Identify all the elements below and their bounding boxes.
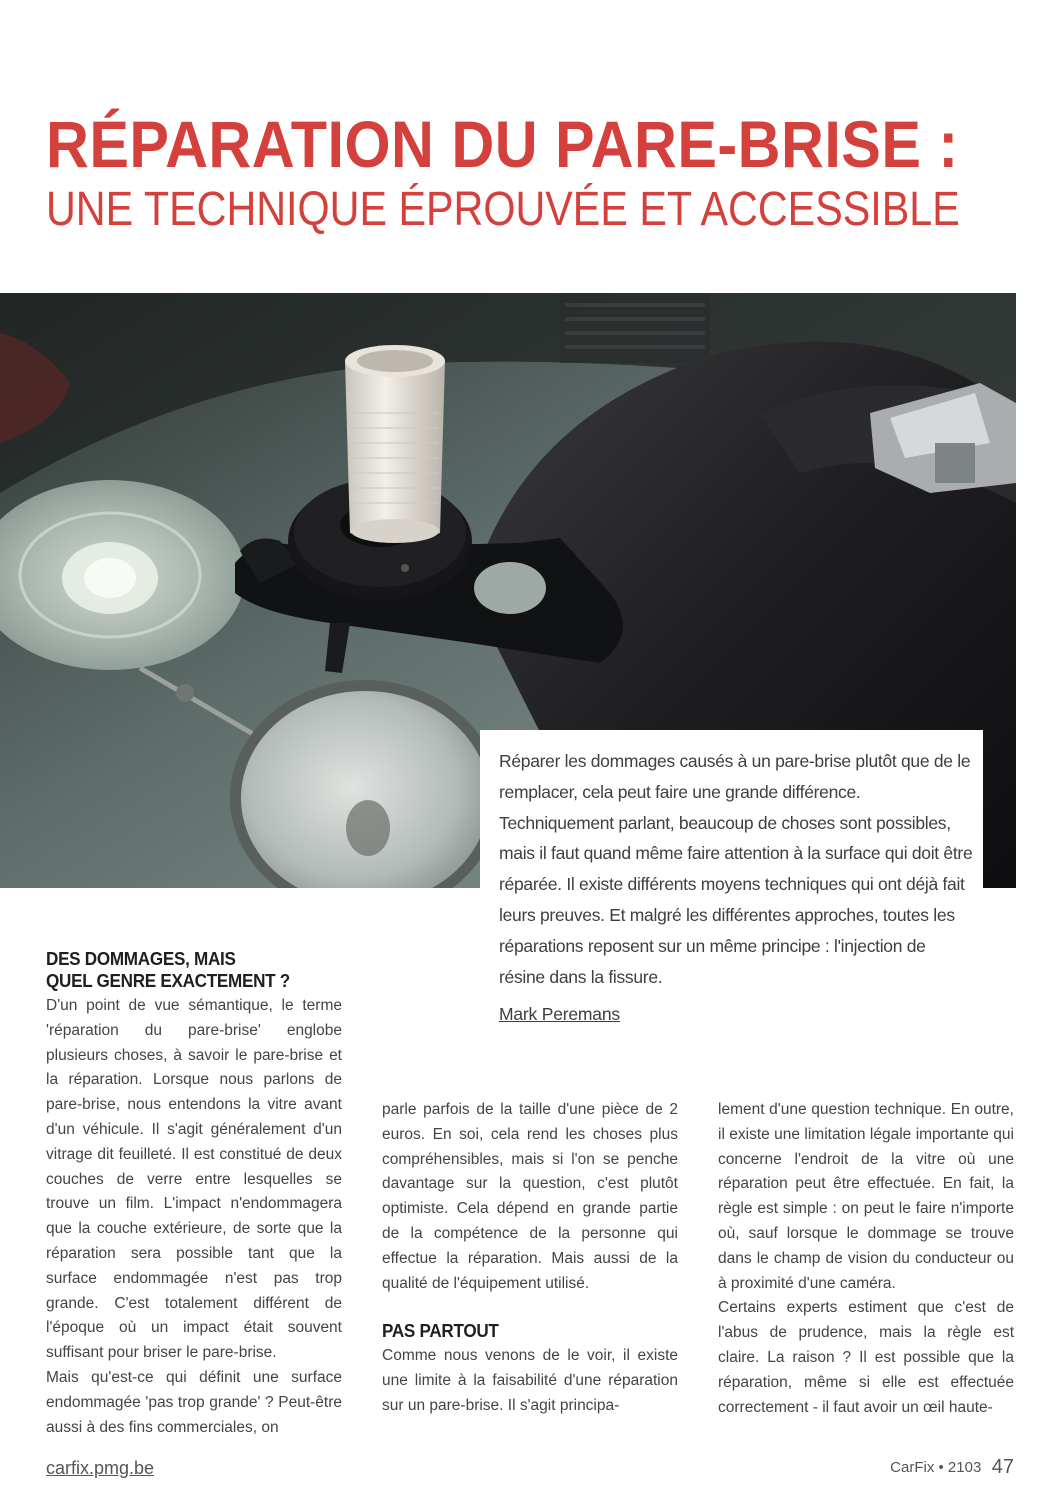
column-3 — [718, 1098, 1014, 1420]
page-number: 47 — [991, 1456, 1014, 1478]
heading-line-2: QUEL GENRE EXACTEMENT ? — [46, 971, 290, 991]
paragraph: D'un point de vue sémantique, le terme 'réparation du pare-brise' englobe plusieurs choses, à savoir le pare-brise et la réparation. Lorsque nous parlons de pare-brise, nous entendons la vitre avant d'un véhicule. Il s'agit généralement d'un vitrage dit feuilleté. Il est constitué de deux couches de verre entre lesquelles se trouve un film. L'impact n'endommagera que la couche extérieure, de sorte que la réparation sera possible tant que la surface endommagée n'est pas trop grande. C'est totalement différent de l'époque où un impact était souvent suffisant pour briser le pare-brise. — [46, 997, 342, 1362]
footer-issue — [890, 1456, 1014, 1479]
column-1 — [46, 948, 342, 1440]
heading-line-1: DES DOMMAGES, MAIS — [46, 949, 236, 969]
paragraph: Certains experts estiment que c'est de l'abus de prudence, mais la règle est claire. La raison ? Il est possible que la réparation, même si elle est effectuée correctement - il faut avoir un œil haute- — [718, 1299, 1014, 1416]
author-link[interactable]: Mark Peremans — [499, 1004, 620, 1025]
section-heading-dommages — [46, 948, 341, 992]
column-2 — [382, 1098, 678, 1419]
article-subtitle: UNE TECHNIQUE ÉPROUVÉE ET ACCESSIBLE — [46, 183, 960, 236]
paragraph: Mais qu'est-ce qui définit une surface endommagée 'pas trop grande' ? Peut-être aussi à des fins commerciales, on — [46, 1368, 342, 1436]
paragraph: lement d'une question technique. En outre, il existe une limitation légale importante qui concerne l'endroit de la vitre où une réparation peut être effectuée. En fait, la règle est simple : on peut le faire n'importe où, sauf lorsque le dommage se trouve dans le champ de vision du conducteur ou à proximité d'une caméra. — [718, 1101, 1014, 1292]
paragraph: Comme nous venons de le voir, il existe une limite à la faisabilité d'une réparation sur un pare-brise. Il s'agit principa- — [382, 1347, 678, 1414]
magazine-issue: CarFix • 2103 — [890, 1459, 982, 1476]
section-heading-pas-partout: PAS PARTOUT — [382, 1321, 499, 1342]
paragraph: parle parfois de la taille d'une pièce de 2 euros. En soi, cela rend les choses plus compréhensibles, mais si l'on se penche davantage sur la question, c'est plutôt optimiste. Cela dépend en grande partie de la compétence de la personne qui effectue la réparation. Mais aussi de la qualité de l'équipement utilisé. — [382, 1101, 678, 1292]
intro-text: Réparer les dommages causés à un pare-brise plutôt que de le remplacer, cela peut faire une grande différence. Techniquement parlant, beaucoup de choses sont possibles, mais il faut quand même faire attention à la surface qui doit être réparée. Il existe différents moyens techniques qui ont déjà fait leurs preuves. Et malgré les différentes approches, toutes les réparations reposent sur un même principe : l'injection de résine dans la fissure. — [499, 751, 973, 987]
article-title: RÉPARATION DU PARE-BRISE : — [46, 107, 959, 181]
footer-website-link[interactable]: carfix.pmg.be — [46, 1458, 155, 1478]
article-title-block — [46, 108, 1026, 240]
intro-box — [480, 730, 983, 1030]
